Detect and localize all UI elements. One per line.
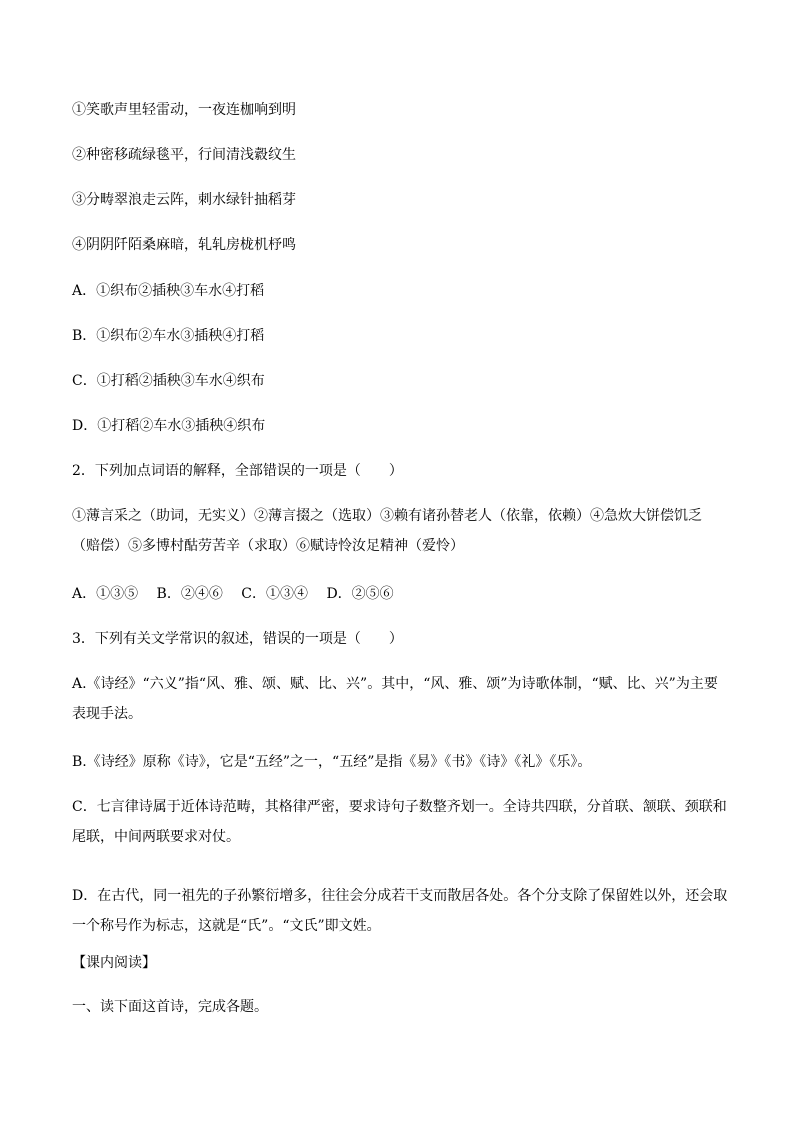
poem-line-3: ③分畴翠浪走云阵，刺水绿针抽稻芽 (72, 192, 296, 208)
q3-option-d: D．在古代，同一祖先的子孙繁衍增多，往往会分成若干支而散居各处。各个分支除了保留姓以外，还会取一个称号作为标志，这就是“氏”。“文氏”即文姓。 (72, 888, 728, 934)
q3-option-c: C．七言律诗属于近体诗范畴，其格律严密，要求诗句子数整齐划一。全诗共四联，分首联、颔联、颈联和尾联，中间两联要求对仗。 (72, 799, 727, 845)
reading-intro: 一、读下面这首诗，完成各题。 (72, 999, 268, 1015)
poem-line-4: ④阴阴阡陌桑麻暗，轧轧房栊机杼鸣 (72, 237, 296, 253)
q1-option-c: C．①打稻②插秧③车水④织布 (72, 373, 265, 389)
q2-options: A．①③⑤ B．②④⑥ C．①③④ D．②⑤⑥ (72, 586, 394, 602)
q2-stem: 2．下列加点词语的解释，全部错误的一项是（ ） (72, 463, 403, 479)
q1-option-b: B．①织布②车水③插秧④打稻 (72, 328, 265, 344)
q3-stem: 3．下列有关文学常识的叙述，错误的一项是（ ） (72, 631, 403, 647)
q3-option-b: B.《诗经》原称《诗》，它是“五经”之一，“五经”是指《易》《书》《诗》《礼》《乐》。 (72, 754, 592, 770)
q3-option-a: A.《诗经》“六义”指“风、雅、颂、赋、比、兴”。其中，“风、雅、颂”为诗歌体制，“赋、比、兴”为主要表现手法。 (72, 676, 718, 722)
q1-option-a: A．①织布②插秧③车水④打稻 (72, 283, 265, 299)
q1-option-d: D．①打稻②车水③插秧④织布 (72, 418, 266, 434)
poem-line-2: ②种密移疏绿毯平，行间清浅縠纹生 (72, 147, 296, 163)
q2-body: ①薄言采之（助词，无实义）②薄言掇之（选取）③赖有诸孙替老人（依靠，依赖）④急炊大饼偿饥乏（赔偿）⑤多博村酤劳苦辛（求取）⑥赋诗怜汝足精神（爱怜） (72, 508, 702, 554)
poem-line-1: ①笑歌声里轻雷动，一夜连枷响到明 (72, 102, 296, 118)
section-title: 【课内阅读】 (72, 955, 156, 971)
